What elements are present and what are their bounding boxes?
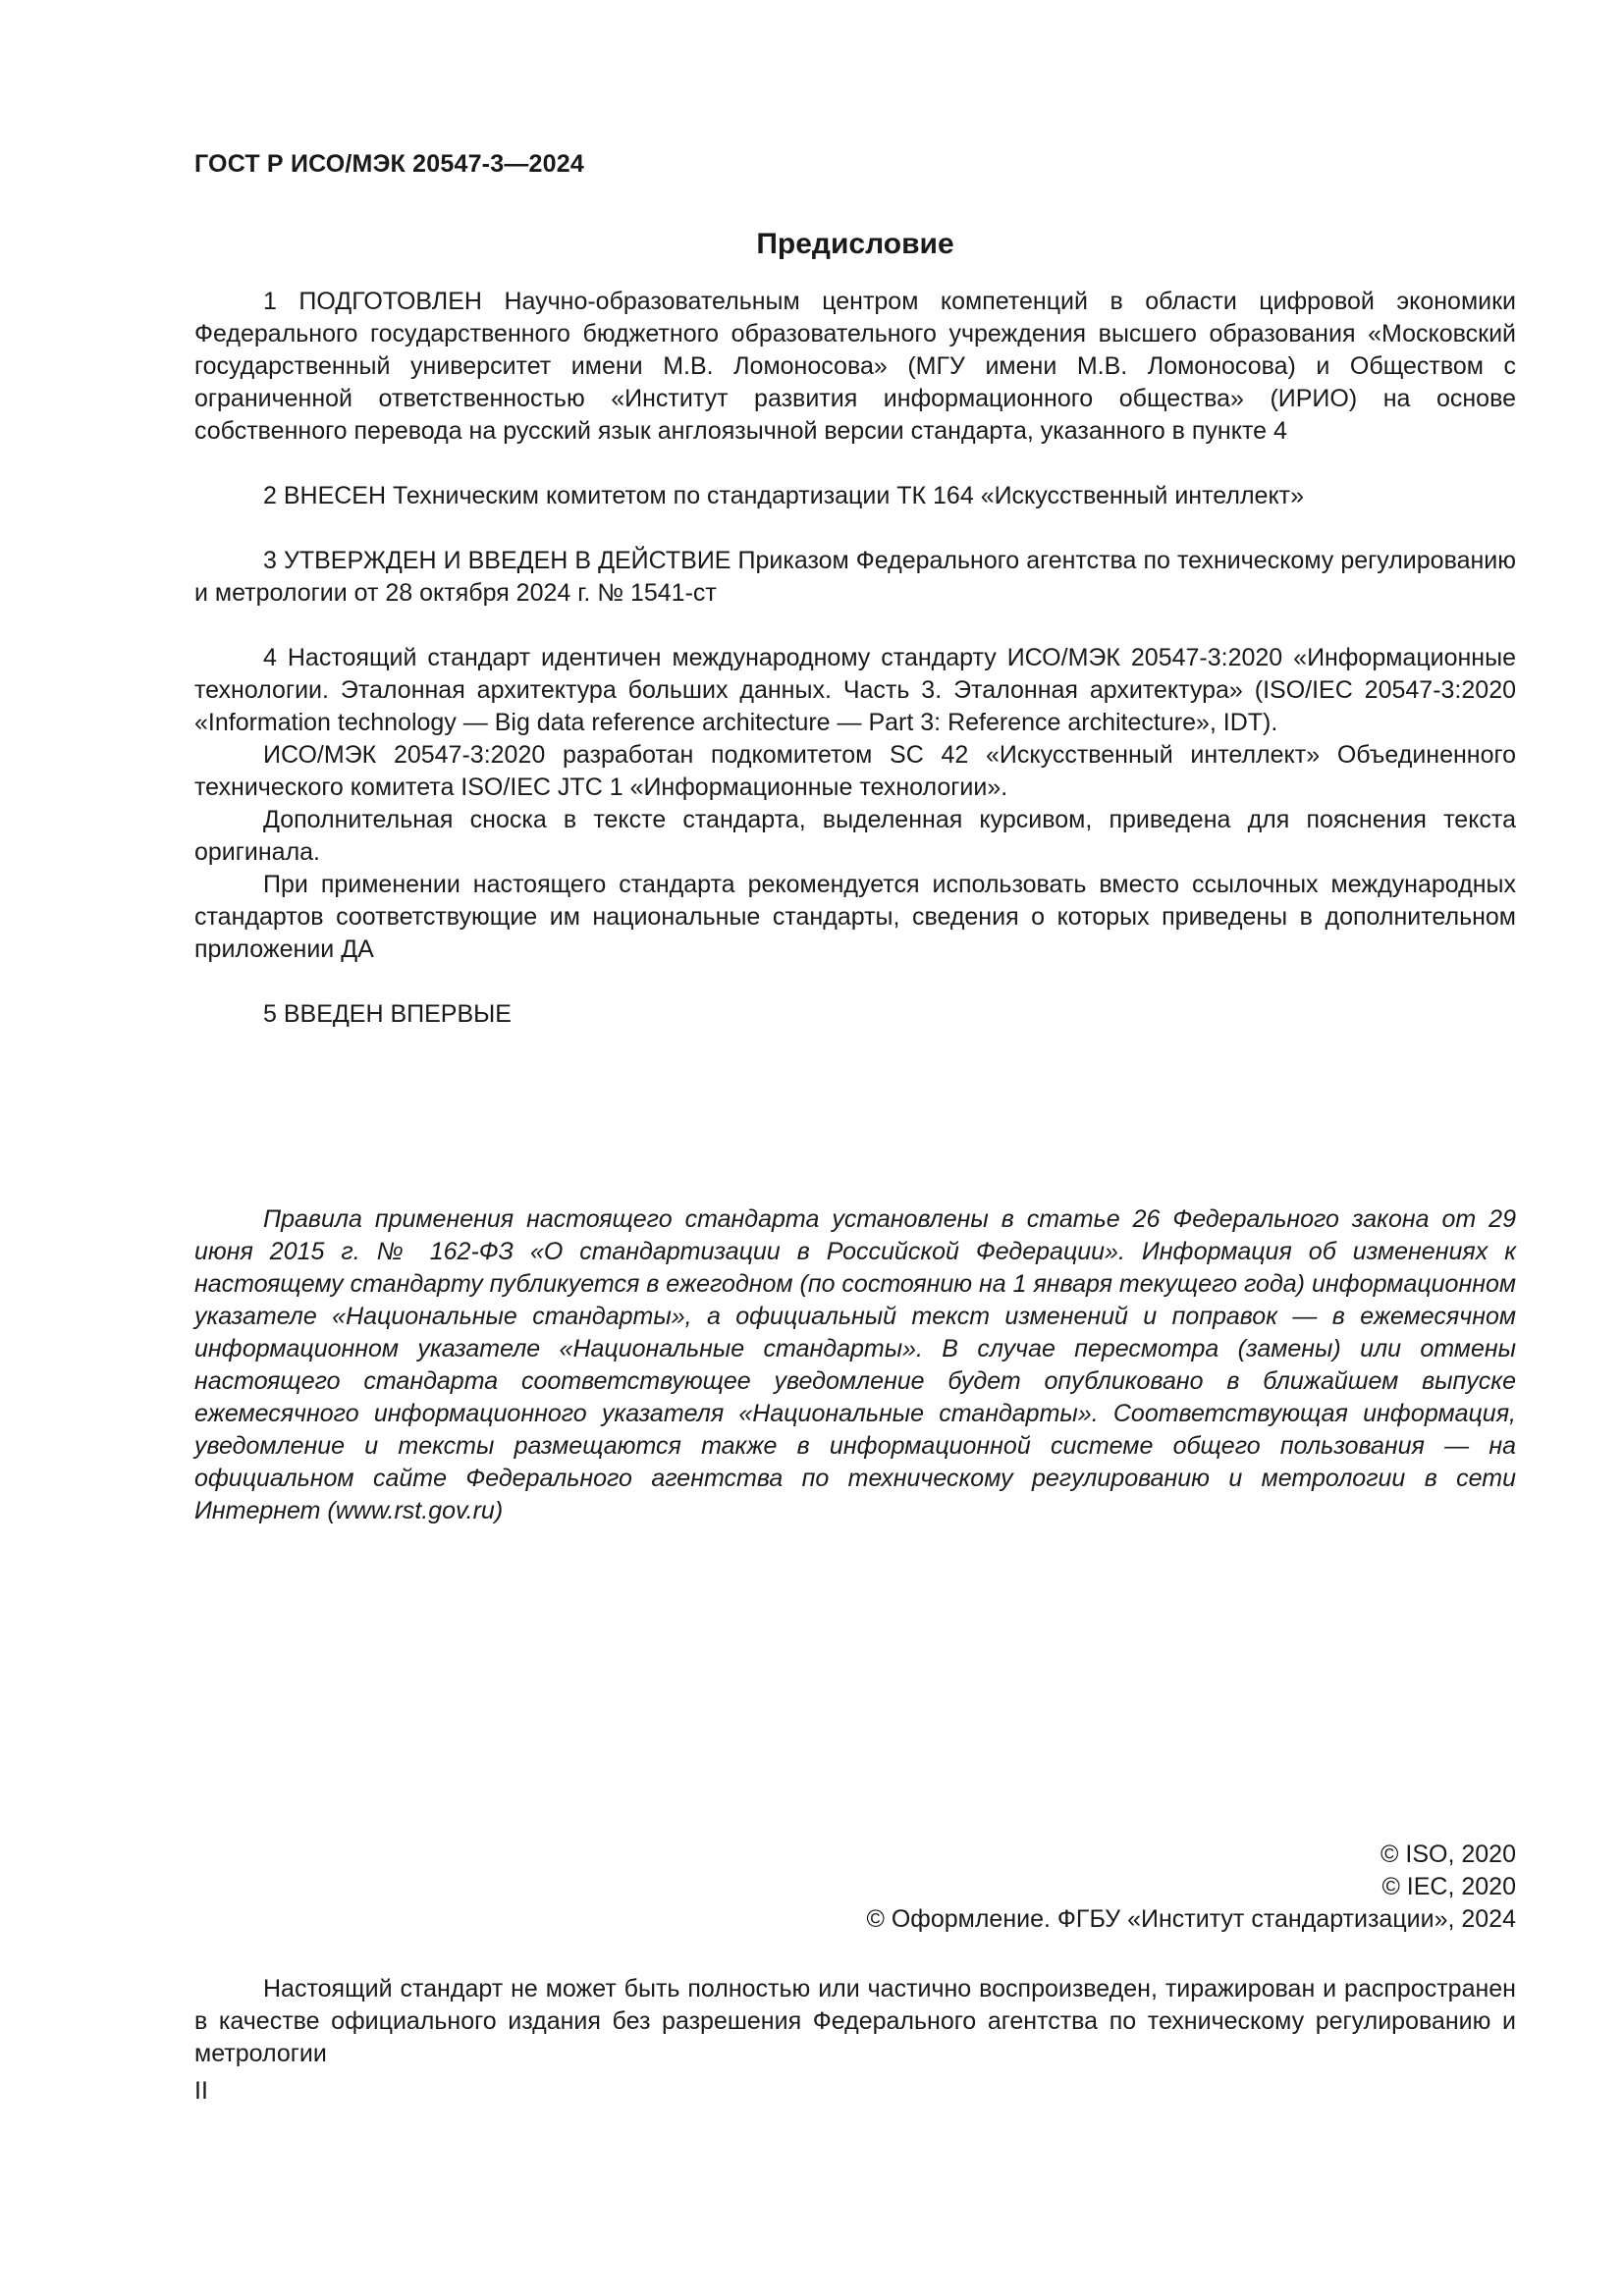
rules-notice xyxy=(194,1203,1516,1527)
paragraph-2-introduced: 2 ВНЕСЕН Техническим комитетом по стандартизации ТК 164 «Искусственный интеллект» xyxy=(263,482,1305,509)
reproduction-notice-text: Настоящий стандарт не может быть полностью или частично воспроизведен, тиражирован и распространен в качестве официального издания без разрешения Федерального агентства по техническому регулированию и метрологии xyxy=(194,1975,1516,2067)
page-title: Предисловие xyxy=(756,228,954,260)
paragraph-4-footnote-note: Дополнительная сноска в тексте стандарта, выделенная курсивом, приведена для пояснения текста оригинала. xyxy=(194,806,1516,866)
rules-notice-text: Правила применения настоящего стандарта установлены в статье 26 Федерального закона от 29 июня 2015 г. № 162-ФЗ «О стандартизации в Российской Федерации». Информация об изменениях к настоящему стандарту публикуется в ежегодном (по состоянию на 1 января текущего года) информационном указателе «Национальные стандарты», а официальный текст изменений и поправок — в ежемесячном информационном указателе «Национальные стандарты». В случае пересмотра (замены) или отмены настоящего стандарта соответствующее уведомление будет опубликовано в ближайшем выпуске ежемесячного информационного указателя «Национальные стандарты». Соответствующая информация, уведомление и тексты размещаются также в информационной системе общего пользования — на официальном сайте Федерального агентства по техническому регулированию и метрологии в сети Интернет (www.rst.gov.ru) xyxy=(194,1205,1517,1524)
paragraph-3-approved: 3 УТВЕРЖДЕН И ВВЕДЕН В ДЕЙСТВИЕ Приказом Федерального агентства по техническому регулированию и метрологии от 28 октября 2024 г. № 1541-ст xyxy=(194,547,1516,607)
paragraph-5-first-introduced: 5 ВВЕДЕН ВПЕРВЫЕ xyxy=(263,1000,512,1028)
copyright-design: © Оформление. ФГБУ «Институт стандартизации», 2024 xyxy=(866,1905,1516,1933)
page-number: II xyxy=(194,2077,208,2105)
copyright-iso: © ISO, 2020 xyxy=(1380,1841,1516,1868)
reproduction-notice xyxy=(194,1973,1516,2070)
copyright-iec: © IEC, 2020 xyxy=(1381,1873,1516,1900)
paragraph-4-developed-by: ИСО/МЭК 20547-3:2020 разработан подкомитетом SC 42 «Искусственный интеллект» Объединенного технического комитета ISO/IEC JTC 1 «Информационные технологии». xyxy=(194,741,1516,801)
paragraph-4-identical: 4 Настоящий стандарт идентичен международному стандарту ИСО/МЭК 20547-3:2020 «Информационные технологии. Эталонная архитектура больших данных. Часть 3. Эталонная архитектура» (ISO/IEC 20547-3:2020 «Information technology — Big data reference architecture — Part 3: Reference architecture», IDT). xyxy=(194,644,1516,736)
paragraph-4-application-note: При применении настоящего стандарта рекомендуется использовать вместо ссылочных международных стандартов соответствующие им национальные стандарты, сведения о которых приведены в дополнительном приложении ДА xyxy=(194,871,1516,963)
copyright-block xyxy=(866,1839,1516,1936)
standard-code-header: ГОСТ Р ИСО/МЭК 20547-3—2024 xyxy=(194,150,584,178)
foreword-body xyxy=(194,286,1516,1031)
paragraph-1-prepared: 1 ПОДГОТОВЛЕН Научно-образовательным центром компетенций в области цифровой экономики Федерального государственного бюджетного образовательного учреждения высшего образования «Московский государственный университет имени М.В. Ломоносова» (МГУ имени М.В. Ломоносова) и Обществом с ограниченной ответственностью «Институт развития информационного общества» (ИРИО) на основе собственного перевода на русский язык англоязычной версии стандарта, указанного в пункте 4 xyxy=(194,288,1516,445)
